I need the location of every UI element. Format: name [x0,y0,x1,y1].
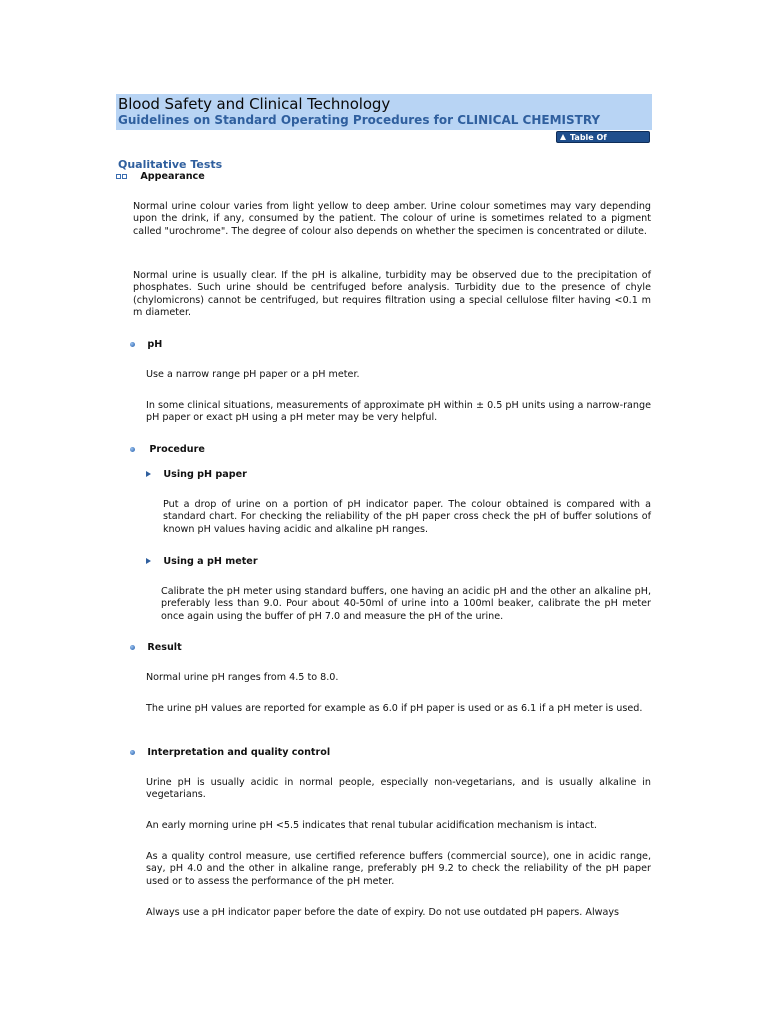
toc-label: Table Of Contents [570,133,611,154]
procedure-heading: Procedure [149,444,205,455]
ph-meter-heading: Using a pH meter [163,556,258,567]
toc-row [116,130,652,154]
interpretation-heading: Interpretation and quality control [147,747,331,758]
round-bullet-icon [130,645,135,650]
interpretation-paragraph-3: As a quality control measure, use certified reference buffers (commercial source), one in acidic range, say, pH 4.0 and the other in alkaline range, preferably pH 9.2 to check the reliability of the pH paper used or to assess the performance of the pH meter. [146,851,651,887]
square-bullet-icon [122,174,127,179]
ph-paragraph-1: Use a narrow range pH paper or a pH meter. [146,369,360,380]
appearance-heading-row [116,171,205,182]
page-title: Blood Safety and Clinical Technology [118,95,391,113]
ph-paper-paragraph: Put a drop of urine on a portion of pH indicator paper. The colour obtained is compared with a standard chart. For checking the reliability of the pH paper cross check the pH of buffer solutions of known pH values having acidic and alkaline pH ranges. [163,499,651,535]
interpretation-paragraph-1: Urine pH is usually acidic in normal people, especially non-vegetarians, and is usually alkaline in vegetarians. [146,777,651,801]
ph-paper-heading: Using pH paper [163,469,247,480]
interpretation-paragraph-4: Always use a pH indicator paper before the date of expiry. Do not use outdated pH papers. Always [146,907,620,918]
page-subtitle: Guidelines on Standard Operating Procedures for CLINICAL CHEMISTRY [118,113,601,127]
triangle-bullet-icon [146,471,151,477]
result-paragraph-2: The urine pH values are reported for example as 6.0 if pH paper is used or as 6.1 if a pH meter is used. [146,703,643,714]
table-of-contents-button[interactable] [556,131,650,154]
round-bullet-icon [130,447,135,452]
round-bullet-icon [130,342,135,347]
result-heading: Result [147,642,182,653]
appearance-heading: Appearance [140,171,205,182]
result-heading-row [130,642,182,653]
ph-meter-paragraph: Calibrate the pH meter using standard buffers, one having an acidic pH and the other an alkaline pH, preferably less than 9.0. Pour about 40-50ml of urine into a 100ml beaker, calibrate the pH meter once again using the buffer of pH 7.0 and measure the pH of the urine. [161,586,651,622]
interpretation-paragraph-2: An early morning urine pH <5.5 indicates that renal tubular acidification mechanism is intact. [146,820,597,831]
ph-heading: pH [147,339,163,350]
procedure-heading-row [130,444,205,455]
up-arrow-icon [560,134,566,140]
header-banner [116,94,652,130]
round-bullet-icon [130,750,135,755]
square-bullet-icon [116,174,121,179]
document-page [116,94,652,171]
interpretation-heading-row [130,747,330,758]
ph-meter-heading-row [146,556,258,567]
appearance-paragraph-1: Normal urine colour varies from light yellow to deep amber. Urine colour sometimes may vary depending upon the drink, if any, consumed by the patient. The colour of urine is sometimes related to a pigment called "urochrome". The degree of colour also depends on whether the specimen is concentrated or dilute. [133,201,651,237]
appearance-paragraph-2: Normal urine is usually clear. If the pH is alkaline, turbidity may be observed due to the precipitation of phosphates. Such urine should be centrifuged before analysis. Turbidity due to the presence of chyle (chylomicrons) cannot be centrifuged, but requires filtration using a special cellulose filter having <0.1 m m diameter. [133,270,651,318]
triangle-bullet-icon [146,558,151,564]
ph-paper-heading-row [146,469,247,480]
ph-paragraph-2: In some clinical situations, measurements of approximate pH within ± 0.5 pH units using a narrow-range pH paper or exact pH using a pH meter may be very helpful. [146,400,651,424]
ph-heading-row [130,339,162,350]
result-paragraph-1: Normal urine pH ranges from 4.5 to 8.0. [146,672,339,683]
section-title: Qualitative Tests [118,158,223,171]
